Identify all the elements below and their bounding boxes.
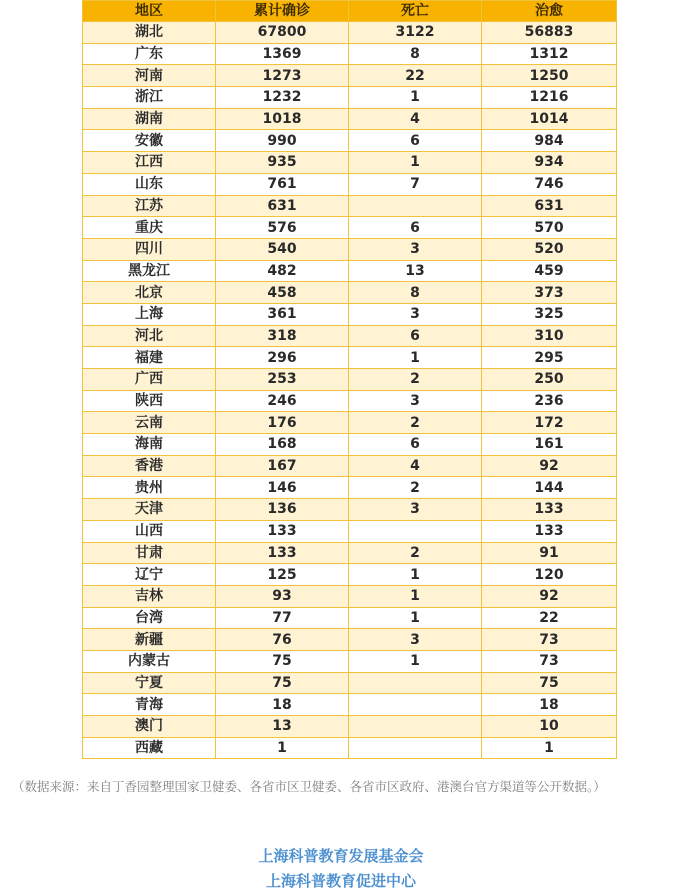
- cell-region: 台湾: [83, 607, 216, 629]
- cell-confirmed: 67800: [216, 22, 349, 44]
- cell-confirmed: 361: [216, 303, 349, 325]
- epidemic-data-table: [82, 0, 617, 759]
- cell-confirmed: 13: [216, 716, 349, 738]
- cell-recovered: 295: [482, 347, 617, 369]
- table-row: [83, 43, 617, 65]
- table-row: [83, 564, 617, 586]
- cell-region: 浙江: [83, 87, 216, 109]
- cell-recovered: 73: [482, 650, 617, 672]
- table-row: [83, 607, 617, 629]
- cell-deaths: 4: [349, 108, 482, 130]
- cell-region: 澳门: [83, 716, 216, 738]
- footer-org-line1: 上海科普教育发展基金会: [258, 847, 424, 865]
- table-row: [83, 347, 617, 369]
- table-row: [83, 130, 617, 152]
- cell-recovered: 373: [482, 282, 617, 304]
- cell-recovered: 172: [482, 412, 617, 434]
- cell-recovered: 91: [482, 542, 617, 564]
- cell-deaths: 8: [349, 282, 482, 304]
- cell-confirmed: 75: [216, 650, 349, 672]
- cell-recovered: 984: [482, 130, 617, 152]
- table-row: [83, 672, 617, 694]
- table-row: [83, 542, 617, 564]
- cell-region: 青海: [83, 694, 216, 716]
- cell-region: 内蒙古: [83, 650, 216, 672]
- cell-region: 北京: [83, 282, 216, 304]
- cell-deaths: 2: [349, 542, 482, 564]
- cell-recovered: 1250: [482, 65, 617, 87]
- cell-confirmed: 133: [216, 520, 349, 542]
- cell-recovered: 73: [482, 629, 617, 651]
- cell-region: 山西: [83, 520, 216, 542]
- cell-region: 新疆: [83, 629, 216, 651]
- table-row: [83, 477, 617, 499]
- cell-confirmed: 1232: [216, 87, 349, 109]
- table-row: [83, 282, 617, 304]
- table-row: [83, 369, 617, 391]
- table-row: [83, 694, 617, 716]
- cell-region: 广东: [83, 43, 216, 65]
- cell-deaths: [349, 716, 482, 738]
- table-row: [83, 65, 617, 87]
- cell-deaths: 6: [349, 325, 482, 347]
- table-row: [83, 217, 617, 239]
- cell-confirmed: 146: [216, 477, 349, 499]
- cell-confirmed: 1: [216, 737, 349, 759]
- table-row: [83, 173, 617, 195]
- cell-region: 广西: [83, 369, 216, 391]
- cell-confirmed: 75: [216, 672, 349, 694]
- cell-recovered: 56883: [482, 22, 617, 44]
- cell-region: 山东: [83, 173, 216, 195]
- cell-deaths: 3: [349, 303, 482, 325]
- table-row: [83, 87, 617, 109]
- cell-deaths: 2: [349, 369, 482, 391]
- cell-recovered: 1216: [482, 87, 617, 109]
- table-row: [83, 412, 617, 434]
- cell-confirmed: 540: [216, 238, 349, 260]
- cell-region: 重庆: [83, 217, 216, 239]
- cell-recovered: 459: [482, 260, 617, 282]
- cell-deaths: 3: [349, 390, 482, 412]
- cell-region: 福建: [83, 347, 216, 369]
- cell-recovered: 92: [482, 585, 617, 607]
- cell-recovered: 325: [482, 303, 617, 325]
- cell-deaths: [349, 195, 482, 217]
- header-recovered: 治愈: [482, 1, 617, 22]
- cell-region: 江西: [83, 152, 216, 174]
- data-table-container: [82, 0, 616, 759]
- cell-confirmed: 136: [216, 499, 349, 521]
- table-row: [83, 585, 617, 607]
- cell-recovered: 133: [482, 520, 617, 542]
- table-row: [83, 303, 617, 325]
- cell-confirmed: 168: [216, 434, 349, 456]
- table-row: [83, 238, 617, 260]
- table-row: [83, 520, 617, 542]
- cell-recovered: 1014: [482, 108, 617, 130]
- cell-confirmed: 1018: [216, 108, 349, 130]
- cell-confirmed: 318: [216, 325, 349, 347]
- cell-region: 上海: [83, 303, 216, 325]
- cell-confirmed: 990: [216, 130, 349, 152]
- cell-deaths: 1: [349, 650, 482, 672]
- cell-recovered: 250: [482, 369, 617, 391]
- table-row: [83, 390, 617, 412]
- cell-region: 宁夏: [83, 672, 216, 694]
- cell-deaths: [349, 737, 482, 759]
- cell-confirmed: 576: [216, 217, 349, 239]
- cell-confirmed: 76: [216, 629, 349, 651]
- cell-recovered: 133: [482, 499, 617, 521]
- table-row: [83, 650, 617, 672]
- cell-recovered: 120: [482, 564, 617, 586]
- cell-region: 陕西: [83, 390, 216, 412]
- cell-deaths: 4: [349, 455, 482, 477]
- cell-recovered: 161: [482, 434, 617, 456]
- cell-recovered: 75: [482, 672, 617, 694]
- cell-recovered: 1: [482, 737, 617, 759]
- cell-confirmed: 482: [216, 260, 349, 282]
- cell-region: 辽宁: [83, 564, 216, 586]
- cell-deaths: 13: [349, 260, 482, 282]
- cell-deaths: 22: [349, 65, 482, 87]
- cell-confirmed: 133: [216, 542, 349, 564]
- table-row: [83, 737, 617, 759]
- cell-confirmed: 77: [216, 607, 349, 629]
- cell-region: 四川: [83, 238, 216, 260]
- cell-deaths: 7: [349, 173, 482, 195]
- cell-deaths: [349, 520, 482, 542]
- cell-recovered: 1312: [482, 43, 617, 65]
- cell-region: 西藏: [83, 737, 216, 759]
- footer-org-line2: 上海科普教育促进中心: [265, 872, 416, 890]
- cell-recovered: 570: [482, 217, 617, 239]
- table-row: [83, 434, 617, 456]
- cell-confirmed: 176: [216, 412, 349, 434]
- table-row: [83, 325, 617, 347]
- header-deaths: 死亡: [349, 1, 482, 22]
- cell-recovered: 22: [482, 607, 617, 629]
- table-row: [83, 629, 617, 651]
- cell-confirmed: 761: [216, 173, 349, 195]
- cell-confirmed: 246: [216, 390, 349, 412]
- cell-deaths: 2: [349, 477, 482, 499]
- cell-deaths: [349, 672, 482, 694]
- data-source-note: （数据来源：来自丁香园整理国家卫健委、各省市区卫健委、各省市区政府、港澳台官方渠道等公开数据。）: [12, 779, 606, 794]
- table-row: [83, 260, 617, 282]
- cell-recovered: 310: [482, 325, 617, 347]
- cell-confirmed: 296: [216, 347, 349, 369]
- table-header-row: [83, 1, 617, 22]
- cell-region: 黑龙江: [83, 260, 216, 282]
- cell-deaths: 1: [349, 347, 482, 369]
- cell-deaths: 3: [349, 629, 482, 651]
- cell-confirmed: 167: [216, 455, 349, 477]
- cell-confirmed: 935: [216, 152, 349, 174]
- cell-confirmed: 125: [216, 564, 349, 586]
- cell-recovered: 144: [482, 477, 617, 499]
- header-confirmed: 累计确诊: [216, 1, 349, 22]
- cell-recovered: 631: [482, 195, 617, 217]
- cell-deaths: 6: [349, 434, 482, 456]
- cell-confirmed: 631: [216, 195, 349, 217]
- cell-recovered: 520: [482, 238, 617, 260]
- cell-deaths: 2: [349, 412, 482, 434]
- cell-confirmed: 253: [216, 369, 349, 391]
- cell-region: 甘肃: [83, 542, 216, 564]
- table-row: [83, 152, 617, 174]
- cell-region: 湖南: [83, 108, 216, 130]
- table-row: [83, 499, 617, 521]
- cell-region: 天津: [83, 499, 216, 521]
- cell-deaths: 1: [349, 564, 482, 586]
- cell-deaths: 3122: [349, 22, 482, 44]
- cell-recovered: 934: [482, 152, 617, 174]
- cell-deaths: [349, 694, 482, 716]
- cell-region: 河北: [83, 325, 216, 347]
- table-row: [83, 195, 617, 217]
- header-region: 地区: [83, 1, 216, 22]
- cell-deaths: 1: [349, 585, 482, 607]
- table-row: [83, 22, 617, 44]
- cell-deaths: 8: [349, 43, 482, 65]
- cell-confirmed: 18: [216, 694, 349, 716]
- table-row: [83, 455, 617, 477]
- cell-region: 吉林: [83, 585, 216, 607]
- cell-confirmed: 93: [216, 585, 349, 607]
- table-row: [83, 716, 617, 738]
- table-row: [83, 108, 617, 130]
- cell-deaths: 3: [349, 238, 482, 260]
- cell-region: 湖北: [83, 22, 216, 44]
- cell-region: 海南: [83, 434, 216, 456]
- cell-region: 江苏: [83, 195, 216, 217]
- cell-region: 香港: [83, 455, 216, 477]
- cell-region: 安徽: [83, 130, 216, 152]
- cell-confirmed: 1273: [216, 65, 349, 87]
- cell-deaths: 1: [349, 87, 482, 109]
- cell-recovered: 746: [482, 173, 617, 195]
- cell-region: 贵州: [83, 477, 216, 499]
- cell-recovered: 10: [482, 716, 617, 738]
- cell-recovered: 236: [482, 390, 617, 412]
- table-body: [83, 22, 617, 759]
- cell-deaths: 6: [349, 130, 482, 152]
- cell-recovered: 18: [482, 694, 617, 716]
- cell-confirmed: 1369: [216, 43, 349, 65]
- cell-deaths: 3: [349, 499, 482, 521]
- cell-region: 河南: [83, 65, 216, 87]
- cell-deaths: 1: [349, 152, 482, 174]
- cell-confirmed: 458: [216, 282, 349, 304]
- cell-deaths: 6: [349, 217, 482, 239]
- cell-region: 云南: [83, 412, 216, 434]
- cell-recovered: 92: [482, 455, 617, 477]
- cell-deaths: 1: [349, 607, 482, 629]
